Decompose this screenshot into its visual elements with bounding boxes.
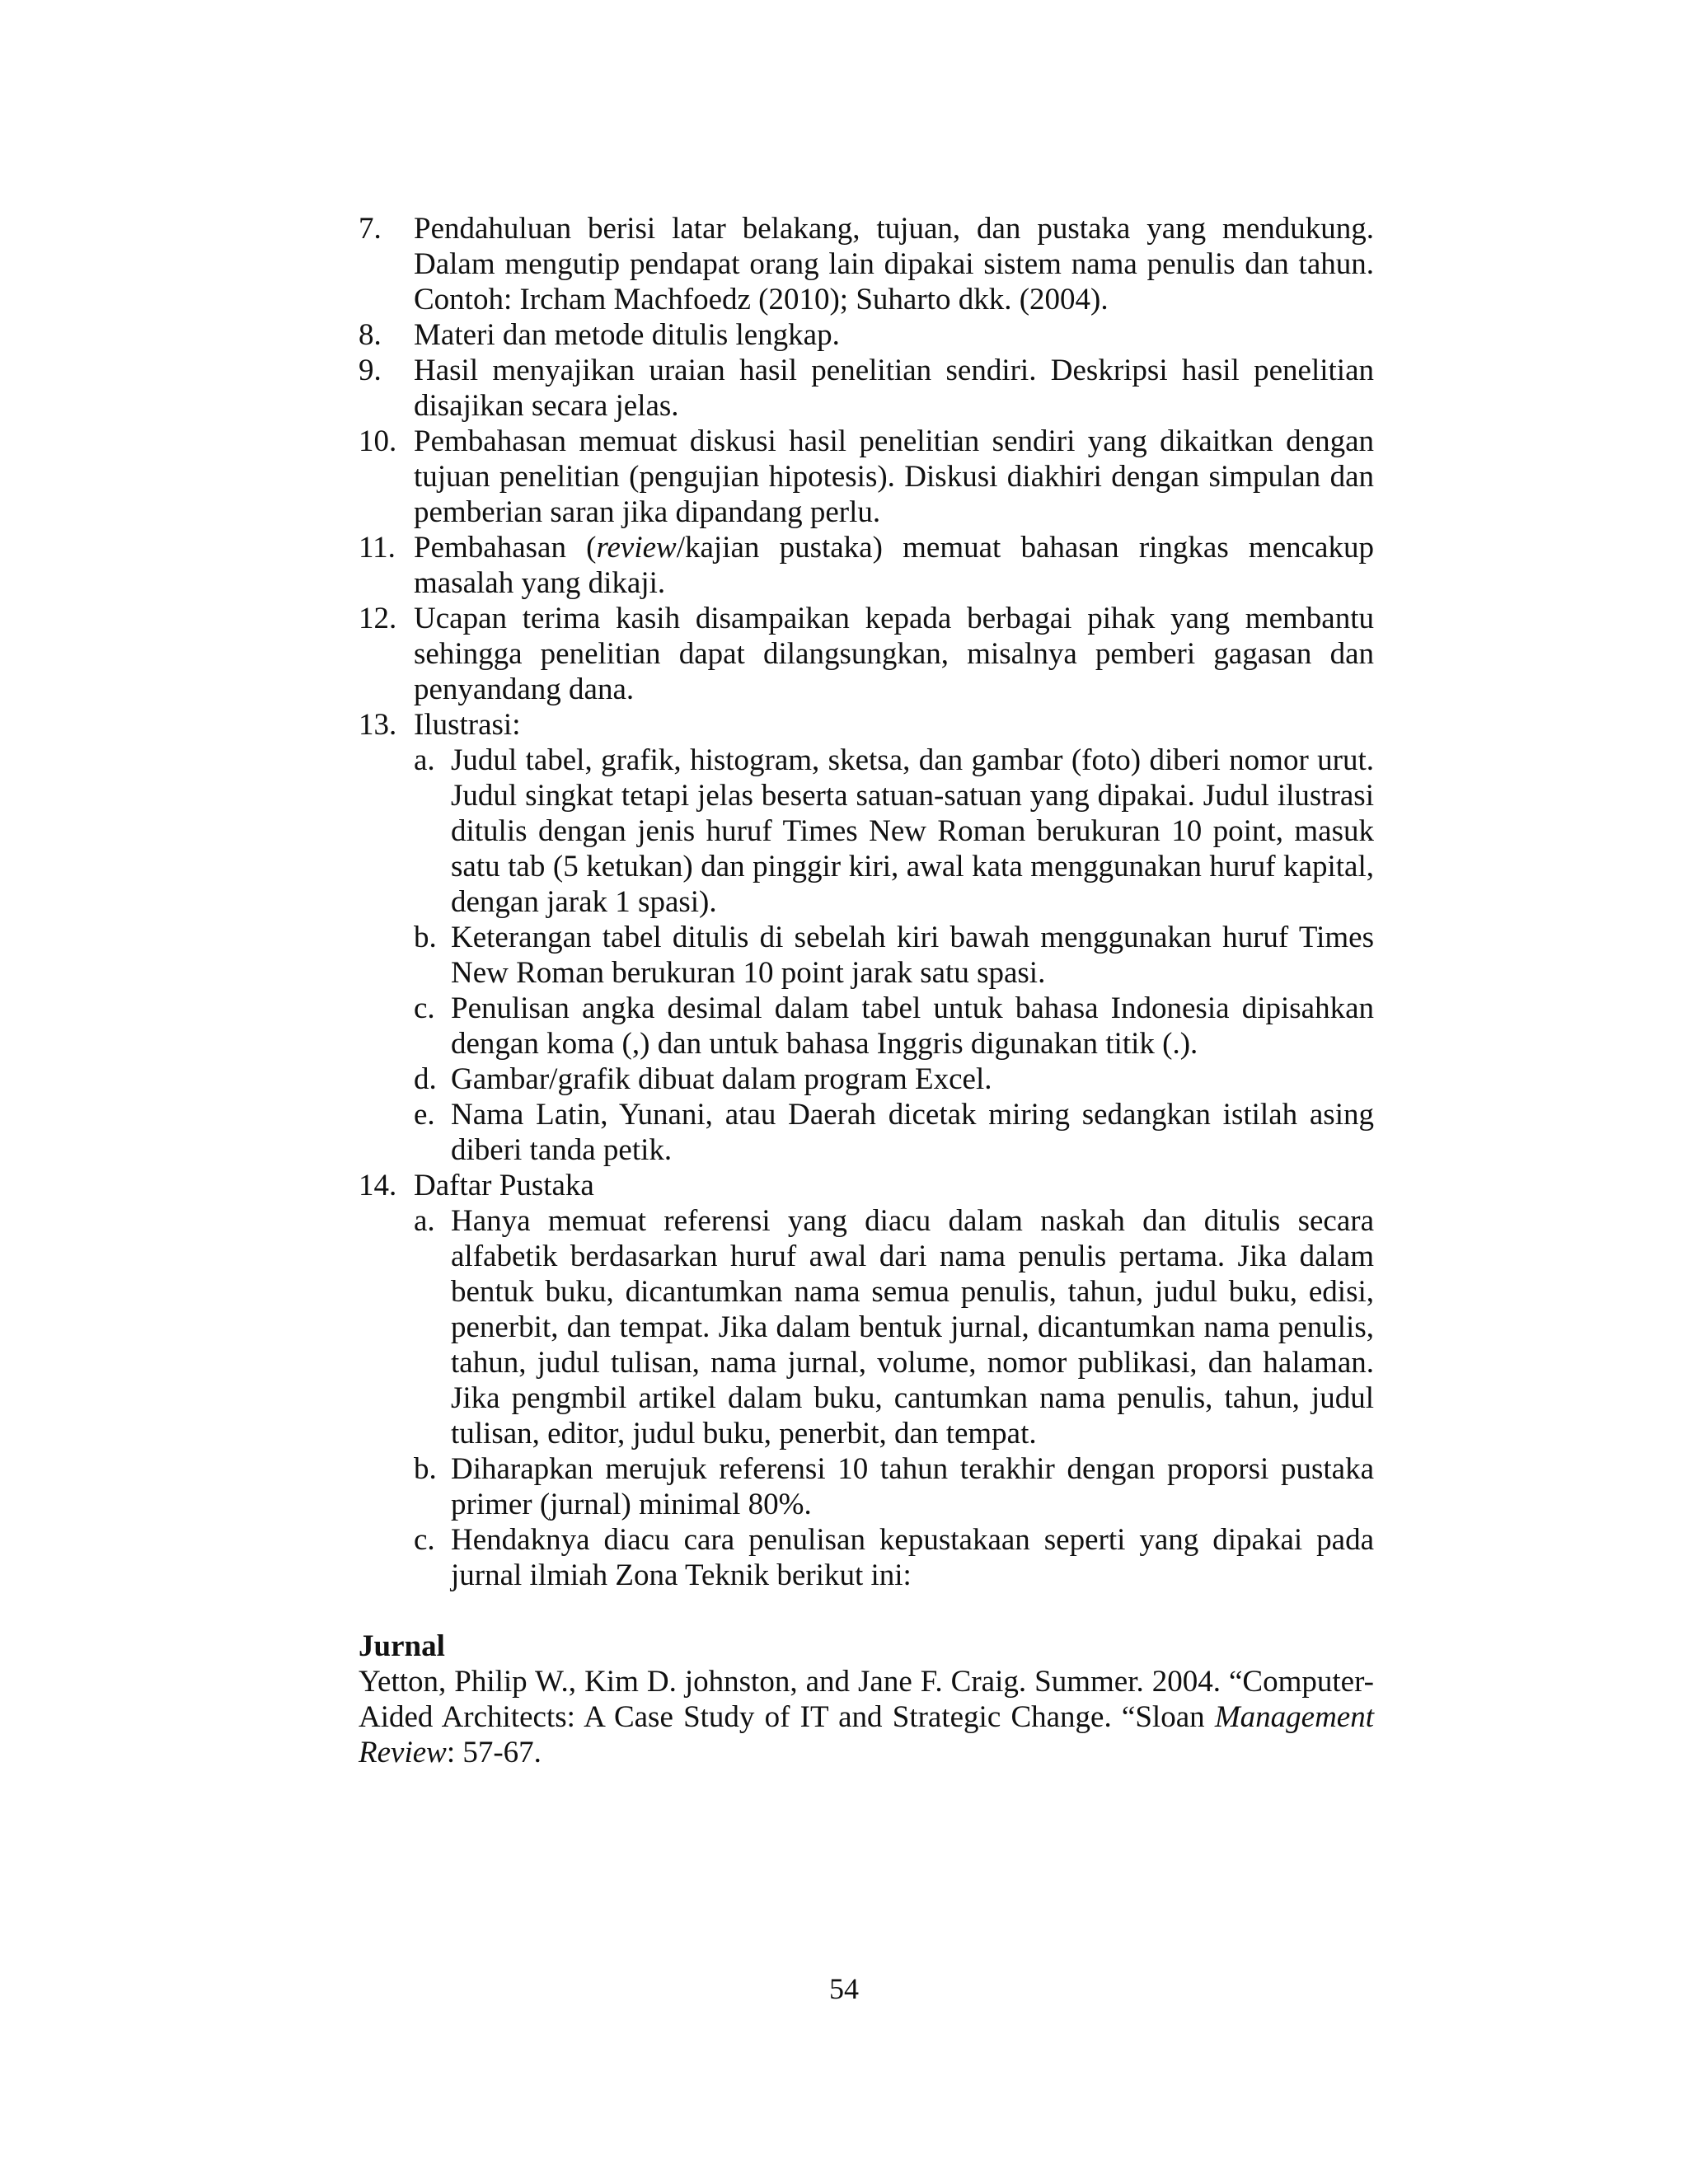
- sub-item-ilustrasi-b: [359, 920, 1374, 991]
- list-number: 10.: [359, 424, 397, 458]
- sub-letter: b.: [414, 921, 437, 954]
- sub-letter: b.: [414, 1452, 437, 1486]
- list-item-14: [359, 1168, 1374, 1203]
- reference-pages: : 57-67.: [446, 1736, 542, 1769]
- sub-letter: a.: [414, 1204, 435, 1238]
- list-number: 8.: [359, 318, 382, 352]
- list-text: Materi dan metode ditulis lengkap.: [414, 318, 840, 352]
- list-text: Ilustrasi:: [414, 708, 521, 742]
- sub-item-ilustrasi-a: [359, 743, 1374, 920]
- sub-letter: a.: [414, 743, 435, 777]
- list-number: 11.: [359, 531, 396, 565]
- sub-letter: c.: [414, 991, 435, 1025]
- sub-letter: c.: [414, 1523, 435, 1557]
- reference-entry: [359, 1664, 1374, 1770]
- list-item-11: [359, 530, 1374, 601]
- page-content: [359, 211, 1374, 1770]
- list-text-before: Pembahasan (: [414, 531, 597, 565]
- sub-item-ilustrasi-c: [359, 991, 1374, 1062]
- sub-text: Hanya memuat referensi yang diacu dalam naskah dan ditulis secara alfabetik berdasarkan huruf awal dari nama penulis pertama. Jika dalam bentuk buku, dicantumkan nama semua penulis, tahun, judul buku, edisi, penerbit, dan tempat. Jika dalam bentuk jurnal, dicantumkan nama penulis, tahun, judul tulisan, nama jurnal, volume, nomor publikasi, dan halaman. Jika pengmbil artikel dalam buku, cantumkan nama penulis, tahun, judul tulisan, editor, judul buku, penerbit, dan tempat.: [451, 1204, 1374, 1451]
- sub-letter: e.: [414, 1098, 435, 1132]
- sub-item-pustaka-a: [359, 1203, 1374, 1451]
- sub-text: Hendaknya diacu cara penulisan kepustakaan seperti yang dipakai pada jurnal ilmiah Zona Teknik berikut ini:: [451, 1523, 1374, 1592]
- list-text: Ucapan terima kasih disampaikan kepada berbagai pihak yang membantu sehingga penelitian dapat dilangsungkan, misalnya pemberi gagasan dan penyandang dana.: [414, 602, 1374, 706]
- list-item-12: [359, 601, 1374, 707]
- list-number: 13.: [359, 708, 397, 742]
- sub-text: Diharapkan merujuk referensi 10 tahun terakhir dengan proporsi pustaka primer (jurnal) minimal 80%.: [451, 1452, 1374, 1521]
- list-text: Pendahuluan berisi latar belakang, tujuan, dan pustaka yang mendukung. Dalam mengutip pendapat orang lain dipakai sistem nama penulis dan tahun. Contoh: Ircham Machfoedz (2010); Suharto dkk. (2004).: [414, 212, 1374, 316]
- list-number: 7.: [359, 212, 382, 246]
- list-number: 14.: [359, 1169, 397, 1202]
- sub-text: Penulisan angka desimal dalam tabel untuk bahasa Indonesia dipisahkan dengan koma (,) dan untuk bahasa Inggris digunakan titik (.).: [451, 991, 1374, 1061]
- list-text: Daftar Pustaka: [414, 1169, 594, 1202]
- list-item-13: [359, 707, 1374, 743]
- list-text-italic: review: [596, 531, 677, 565]
- sub-text: Keterangan tabel ditulis di sebelah kiri bawah menggunakan huruf Times New Roman berukuran 10 point jarak satu spasi.: [451, 921, 1374, 990]
- list-item-9: [359, 353, 1374, 424]
- sub-item-ilustrasi-d: [359, 1062, 1374, 1097]
- sub-item-ilustrasi-e: [359, 1097, 1374, 1168]
- list-number: 9.: [359, 354, 382, 387]
- list-text: [414, 531, 1374, 600]
- reference-journal-title: Management Review: [359, 1700, 1374, 1769]
- sub-letter: d.: [414, 1062, 437, 1096]
- page-number: 54: [829, 1972, 859, 2005]
- list-item-7: [359, 211, 1374, 317]
- list-number: 12.: [359, 602, 397, 635]
- sub-text: Nama Latin, Yunani, atau Daerah dicetak miring sedangkan istilah asing diberi tanda petik.: [451, 1098, 1374, 1167]
- sub-text: Judul tabel, grafik, histogram, sketsa, dan gambar (foto) diberi nomor urut. Judul singkat tetapi jelas beserta satuan-satuan yang dipakai. Judul ilustrasi ditulis dengan jenis huruf Times New Roman berukuran 10 point, masuk satu tab (5 ketukan) dan pinggir kiri, awal kata menggunakan huruf kapital, dengan jarak 1 spasi).: [451, 743, 1374, 919]
- list-item-8: [359, 317, 1374, 353]
- sub-item-pustaka-c: [359, 1522, 1374, 1593]
- list-text: Pembahasan memuat diskusi hasil penelitian sendiri yang dikaitkan dengan tujuan penelitian (pengujian hipotesis). Diskusi diakhiri dengan simpulan dan pemberian saran jika dipandang perlu.: [414, 424, 1374, 529]
- jurnal-heading: Jurnal: [359, 1629, 445, 1663]
- sub-item-pustaka-b: [359, 1451, 1374, 1522]
- list-item-10: [359, 424, 1374, 530]
- list-text-after: /kajian pustaka) memuat bahasan ringkas mencakup masalah yang dikaji.: [414, 531, 1374, 600]
- sub-text: Gambar/grafik dibuat dalam program Excel.: [451, 1062, 992, 1096]
- list-text: Hasil menyajikan uraian hasil penelitian sendiri. Deskripsi hasil penelitian disajikan secara jelas.: [414, 354, 1374, 423]
- reference-text: Yetton, Philip W., Kim D. johnston, and Jane F. Craig. Summer. 2004. “Computer-Aided Architects: A Case Study of IT and Strategic Change. “Sloan: [359, 1665, 1374, 1734]
